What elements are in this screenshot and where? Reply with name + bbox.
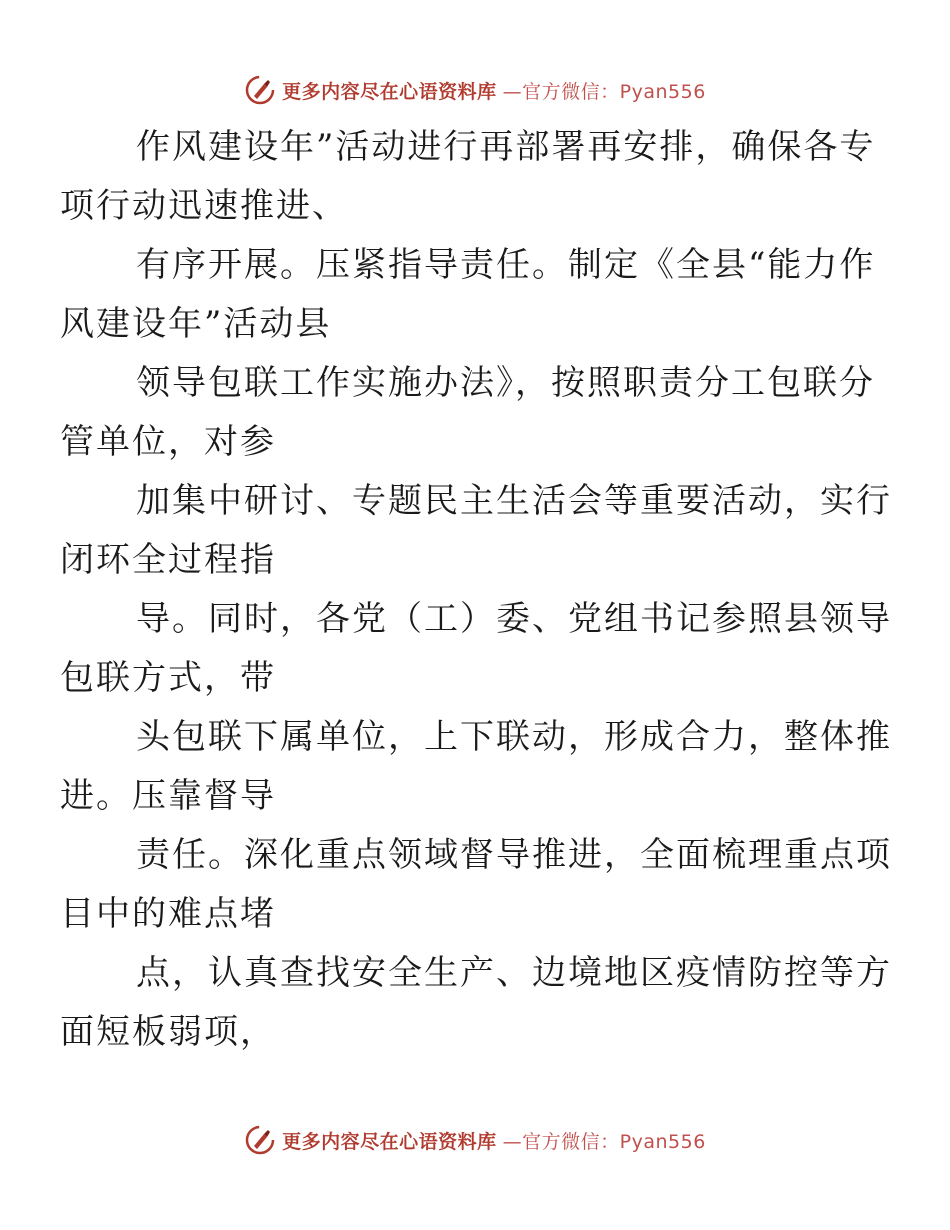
watermark-main-text: 更多内容尽在心语资料库: [282, 80, 497, 103]
pen-nib-swirl-logo-icon: [244, 74, 276, 106]
header-watermark: [0, 70, 950, 110]
paragraph-line: 导。同时，各党（工）委、党组书记参照县领导: [136, 599, 892, 639]
watermark-sub-text: —官方微信：Pyan556: [502, 1130, 706, 1153]
paragraph: [60, 118, 876, 236]
paragraph-line: 点，认真查找安全生产、边境地区疫情防控等方: [136, 953, 892, 993]
paragraph-line: 头包联下属单位，上下联动，形成合力，整体推: [136, 717, 892, 757]
document-body: [60, 118, 892, 1062]
paragraph-line: 包联方式，带: [60, 658, 276, 698]
paragraph-line: 风建设年”活动县: [60, 304, 332, 344]
paragraph-line: 有序开展。压紧指导责任。制定《全县“能力作: [136, 245, 876, 285]
paragraph-line: 作风建设年”活动进行再部署再安排，确保各专: [136, 127, 876, 167]
paragraph-line: 项行动迅速推进、: [60, 186, 348, 226]
paragraph-line: 加集中研讨、专题民主生活会等重要活动，实行: [136, 481, 892, 521]
paragraph: [60, 472, 892, 590]
paragraph: [60, 354, 875, 472]
paragraph: [60, 826, 892, 944]
paragraph: [60, 708, 892, 826]
paragraph: [60, 236, 876, 354]
pen-nib-swirl-logo-icon: [244, 1124, 276, 1156]
paragraph-line: 责任。深化重点领域督导推进，全面梳理重点项: [136, 835, 892, 875]
paragraph: [60, 944, 892, 1062]
paragraph-line: 面短板弱项，: [60, 1012, 276, 1052]
paragraph: [60, 590, 892, 708]
paragraph-line: 管单位，对参: [60, 422, 276, 462]
paragraph-line: 领导包联工作实施办法》，按照职责分工包联分: [136, 363, 875, 403]
paragraph-line: 进。压靠督导: [60, 776, 276, 816]
paragraph-line: 闭环全过程指: [60, 540, 276, 580]
paragraph-line: 目中的难点堵: [60, 894, 276, 934]
footer-watermark: [0, 1120, 950, 1160]
watermark-main-text: 更多内容尽在心语资料库: [282, 1130, 497, 1153]
watermark-sub-text: —官方微信：Pyan556: [502, 80, 706, 103]
